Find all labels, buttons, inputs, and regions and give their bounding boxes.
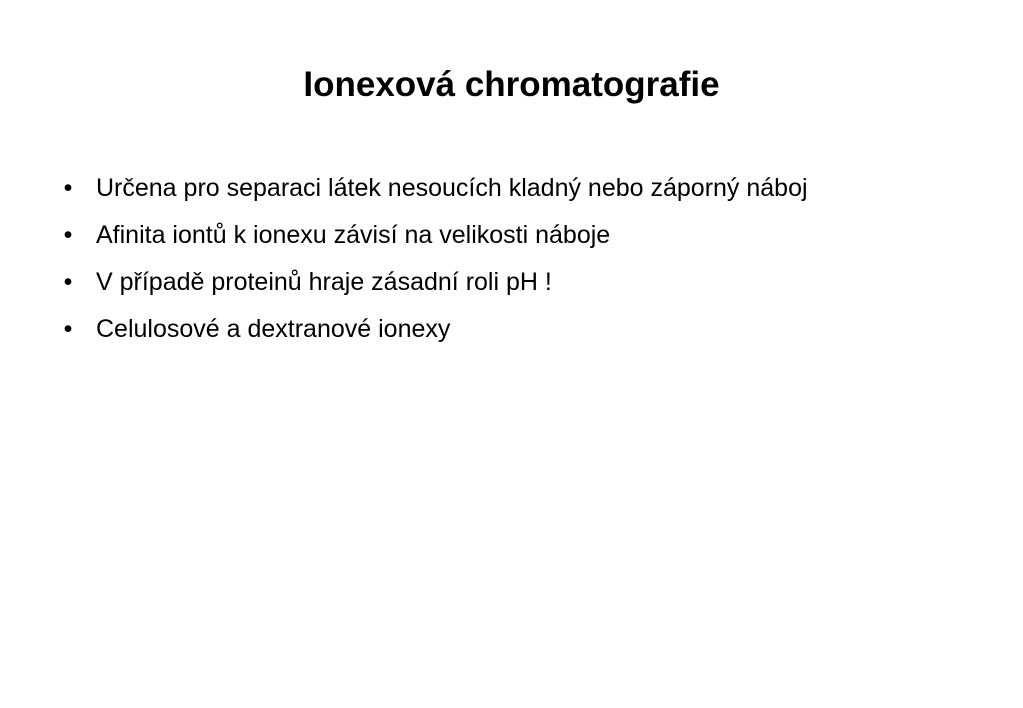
- bullet-dot-icon: •: [63, 315, 73, 343]
- bullet-item: [58, 168, 958, 208]
- slide-title: Ionexová chromatografie: [303, 65, 720, 104]
- bullet-text: Afinita iontů k ionexu závisí na velikosti náboje: [96, 221, 611, 249]
- bullet-dot-icon: •: [63, 268, 73, 296]
- bullet-text: Celulosové a dextranové ionexy: [96, 315, 451, 343]
- bullet-dot-icon: •: [63, 174, 73, 202]
- bullet-item: [58, 262, 958, 302]
- bullet-item: [58, 215, 958, 255]
- bullet-text: V případě proteinů hraje zásadní roli pH !: [96, 268, 552, 296]
- bullet-list: [58, 168, 958, 356]
- bullet-text: Určena pro separaci látek nesoucích kladný nebo záporný náboj: [96, 174, 808, 202]
- bullet-dot-icon: •: [63, 221, 73, 249]
- bullet-item: [58, 309, 958, 349]
